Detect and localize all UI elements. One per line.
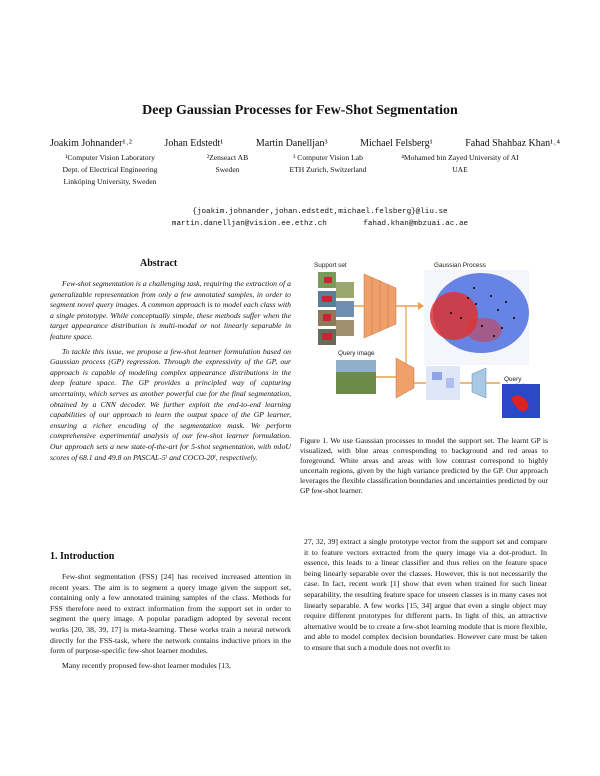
support-mask (324, 277, 332, 283)
intro-heading: 1. Introduction (50, 551, 115, 562)
query-encoder-block (396, 358, 414, 398)
gp-label: Gaussian Process (434, 262, 486, 269)
affiliation-2: ²Zenseact AB Sweden (206, 153, 249, 174)
affiliation-4: ⁴Mohamed bin Zayed University of AI UAE (401, 153, 519, 174)
author-name: Joakim Johnander¹˒² (50, 138, 132, 149)
body-paragraph: 27, 32, 39] extract a single prototype vector from the support set and compare it to feature vectors extracted from the query image via a dot-product. In essence, this leads to a linear classifier and thus relies on the feature space being linearly separable over the classes. However, this is not necessarily the case. In fact, recent work [1] show that even when trained for such linear separability, the resulting feature space for unseen classes is in many cases not linearly separable. A few works [15, 34] argue that even a single object may require different prototypes for different parts. In light of this, an attractive alternative would be to create a few-shot learning module that is more flexible, and able to model complex decision boundaries. However care must be taken to ensure that such a module does not overfit to (304, 537, 547, 652)
figure-caption: Figure 1. We use Gaussian processes to model the support set. The learnt GP is visualized, with blue areas corresponding to background and red areas to foreground. White areas and areas with low contrast correspond to highly uncertain regions, given by the high variance predicted by the GP. Our approach leverages the flexible classification boundaries and uncertainties predicted by our GP few-shot learner. (300, 436, 548, 495)
author-list (50, 138, 560, 149)
intro-paragraph: Few-shot segmentation (FSS) [24] has received increased attention in recent years. The aim is to segment a query image given the support set, containing only a few annotated training samples of the class. Methods for FSS therefore need to extract information from the support set in order to segment the query image. A popular paradigm adopted by several recent works [20, 38, 39, 17] is meta-learning. These works train a neural network directly for the FSS-task, where the network contains inductive priors in the form of purpose-specific few-shot learner modules. (50, 572, 291, 656)
support-set-label: Support set (314, 262, 347, 269)
support-mask (322, 296, 332, 302)
gp-output-map (426, 366, 460, 400)
query-image-label: Query image (338, 350, 375, 357)
figure-1 (306, 258, 546, 433)
email-block (90, 206, 550, 230)
figure-graphic (306, 258, 546, 433)
paper-title: Deep Gaussian Processes for Few-Shot Segmentation (142, 103, 458, 118)
support-image (336, 301, 354, 317)
support-mask (322, 333, 332, 340)
support-mask (323, 314, 331, 321)
intro-paragraph: Many recently proposed few-shot learner modules [13, (62, 660, 231, 670)
abstract-body (50, 279, 291, 467)
abstract-paragraph: Few-shot segmentation is a challenging task, requiring the extraction of a generalizable representation from only a few annotated samples, in order to segment novel query images. A common approach is to model each class with a single prototype. While conceptually simple, these methods suffer when the target appearance distribution is multi-modal or not linearly separable in feature space. (50, 279, 291, 341)
intro-body (50, 572, 291, 675)
affiliation-3: ³ Computer Vision Lab ETH Zurich, Switzerland (289, 153, 367, 174)
author-name: Michael Felsberg¹ (360, 138, 433, 149)
author-name: Martin Danelljan³ (255, 138, 328, 149)
abstract-heading: Abstract (140, 258, 178, 269)
right-column-body (304, 537, 547, 654)
abstract-paragraph: To tackle this issue, we propose a few-shot learner formulation based on Gaussian process (GP) regression. Through the expressivity of the GP, our approach is capable of modeling complex appearance distributions in the deep feature space. The GP provides a principled way of capturing uncertainty, which serves as another powerful cue for the final segmentation, obtained by a CNN decoder. We further exploit the end-to-end learning capabilities of our approach to learn the output space of the GP learner, ensuring a richer encoding of the segmentation mask. We perform comprehensive experimental analysis of our few-shot learner formulation. Our approach sets a new state-of-the-art for 5-shot segmentation, with mIoU scores of 68.1 and 49.8 on PASCAL-5ⁱ and COCO-20ⁱ, respectively. (50, 346, 291, 462)
decoder-block (472, 368, 486, 398)
support-image (336, 282, 354, 298)
email-line: martin.danelljan@vision.ee.ethz.ch fahad.khan@mbzuai.ac.ae (171, 220, 469, 228)
author-name: Fahad Shahbaz Khan¹˒⁴ (465, 138, 560, 149)
support-image (336, 320, 354, 336)
query-prediction-label: Query (504, 376, 522, 383)
author-name: Johan Edstedt¹ (164, 138, 224, 149)
affiliation-1: ¹Computer Vision Laboratory Dept. of Electrical Engineering Linköping University, Sweden (62, 153, 158, 186)
email-line: {joakim.johnander,johan.edstedt,michael.felsberg}@liu.se (192, 208, 448, 216)
